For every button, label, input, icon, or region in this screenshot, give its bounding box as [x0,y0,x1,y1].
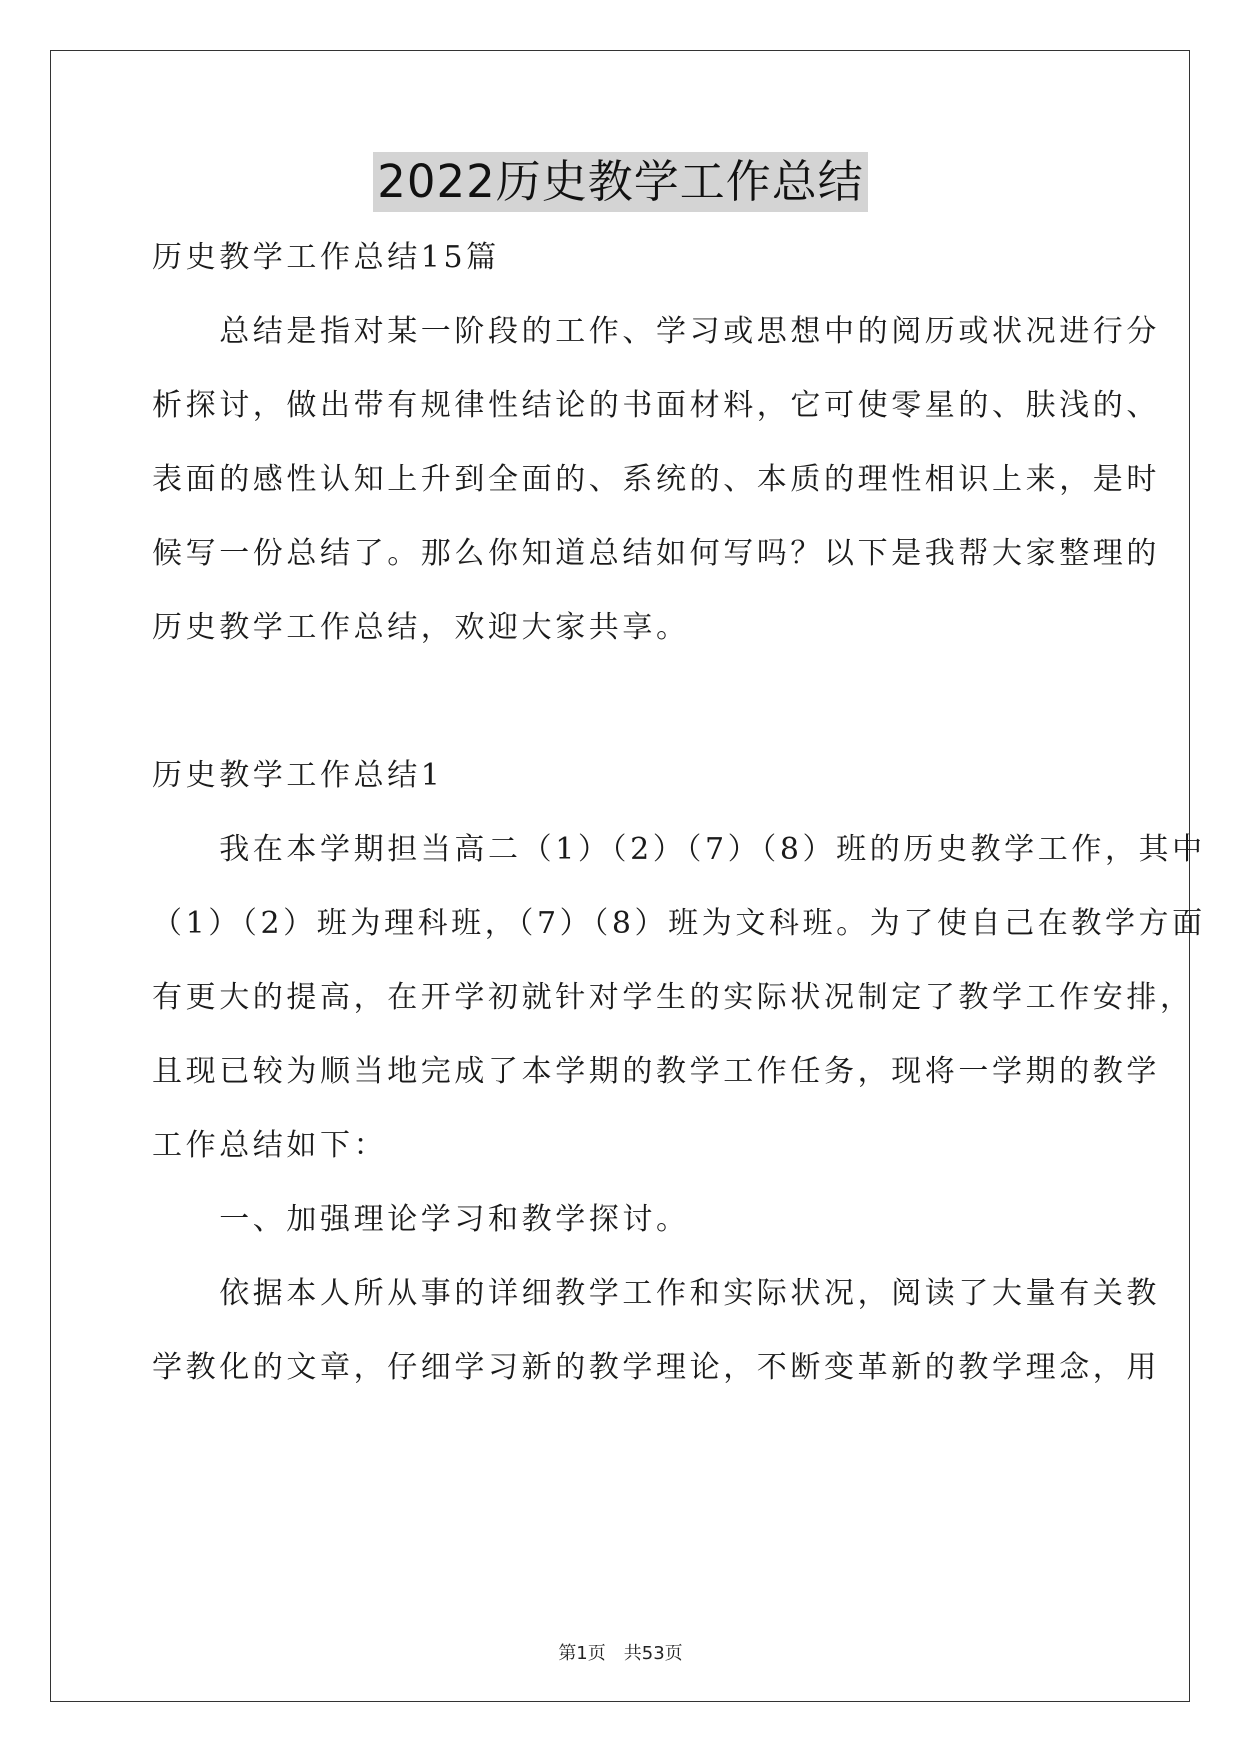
paragraph-line: （1）（2）班为理科班，（7）（8）班为文科班。为了使自己在教学方面 [152,906,1206,941]
paragraph-line: 我在本学期担当高二（1）（2）（7）（8）班的历史教学工作，其中 [152,832,1206,867]
paragraph-line: 候写一份总结了。那么你知道总结如何写吗？以下是我帮大家整理的 [152,536,1160,571]
subsection-heading: 一、加强理论学习和教学探讨。 [152,1202,690,1237]
document-title: 2022历史教学工作总结 [373,152,868,212]
paragraph-line: 表面的感性认知上升到全面的、系统的、本质的理性相识上来，是时 [152,462,1160,497]
paragraph-line: 学教化的文章，仔细学习新的教学理论，不断变革新的教学理念，用 [152,1350,1160,1385]
paragraph-line: 有更大的提高，在开学初就针对学生的实际状况制定了教学工作安排， [152,980,1194,1015]
paragraph-line: 总结是指对某一阶段的工作、学习或思想中的阅历或状况进行分 [152,314,1160,349]
paragraph-line: 析探讨，做出带有规律性结论的书面材料，它可使零星的、肤浅的、 [152,388,1160,423]
paragraph-line: 历史教学工作总结，欢迎大家共享。 [152,610,690,645]
paragraph-line: 且现已较为顺当地完成了本学期的教学工作任务，现将一学期的教学 [152,1054,1160,1089]
page-footer: 第1页 共53页 [558,1643,683,1664]
subtitle-line: 历史教学工作总结15篇 [152,240,500,275]
section-heading: 历史教学工作总结1 [152,758,444,793]
page-frame [50,50,1190,1702]
paragraph-line: 工作总结如下： [152,1128,388,1163]
title-container [0,152,1241,212]
paragraph-line: 依据本人所从事的详细教学工作和实际状况，阅读了大量有关教 [152,1276,1160,1311]
